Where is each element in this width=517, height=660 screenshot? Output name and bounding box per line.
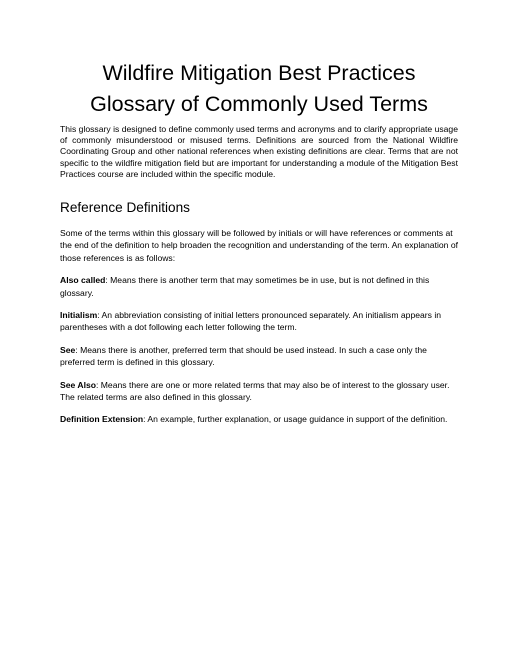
- section-heading-reference-definitions: Reference Definitions: [60, 200, 190, 216]
- definition-term: See: [60, 344, 76, 355]
- definition-text: : Means there is another, preferred term that should be used instead. In such a case only the preferred term is defined in this glossary.: [60, 344, 427, 368]
- definition-definition-extension: [60, 413, 458, 425]
- definition-text: : Means there are one or more related terms that may also be of interest to the glossary user. The related terms are also defined in this glossary.: [60, 379, 450, 403]
- document-title-line-2: Glossary of Commonly Used Terms: [90, 92, 428, 116]
- definition-term: See Also: [60, 379, 96, 390]
- definition-term: Initialism: [60, 310, 98, 321]
- definition-term: Also called: [60, 275, 106, 286]
- intro-paragraph: This glossary is designed to define commonly used terms and acronyms and to clarify appropriate usage of commonly misunderstood or misused terms. Definitions are sourced from the National Wildfire Coordinating Group and other national references when existing definitions are clear. Terms that are not specific to the wildfire mitigation field but are important for understanding a module of the Mitigation Best Practices course are included within the specific module.: [60, 124, 458, 179]
- reference-intro-paragraph: Some of the terms within this glossary will be followed by initials or will have references or comments at the end of the definition to help broaden the recognition and understanding of the term. An explanation of those references is as follows:: [60, 228, 458, 263]
- definition-term: Definition Extension: [60, 414, 144, 425]
- definition-text: : An abbreviation consisting of initial letters pronounced separately. An initialism appears in parentheses with a dot following each letter following the term.: [60, 310, 442, 333]
- document-body: [60, 58, 458, 426]
- definition-also-called: [60, 274, 458, 299]
- definition-text: : An example, further explanation, or usage guidance in support of the definition.: [143, 414, 448, 425]
- document-title-line-1: Wildfire Mitigation Best Practices: [102, 61, 416, 85]
- definition-initialism: [60, 309, 458, 334]
- definition-see-also: [60, 379, 458, 404]
- definition-text: : Means there is another term that may sometimes be in use, but is not defined in this glossary.: [60, 275, 430, 298]
- definition-see: [60, 344, 458, 369]
